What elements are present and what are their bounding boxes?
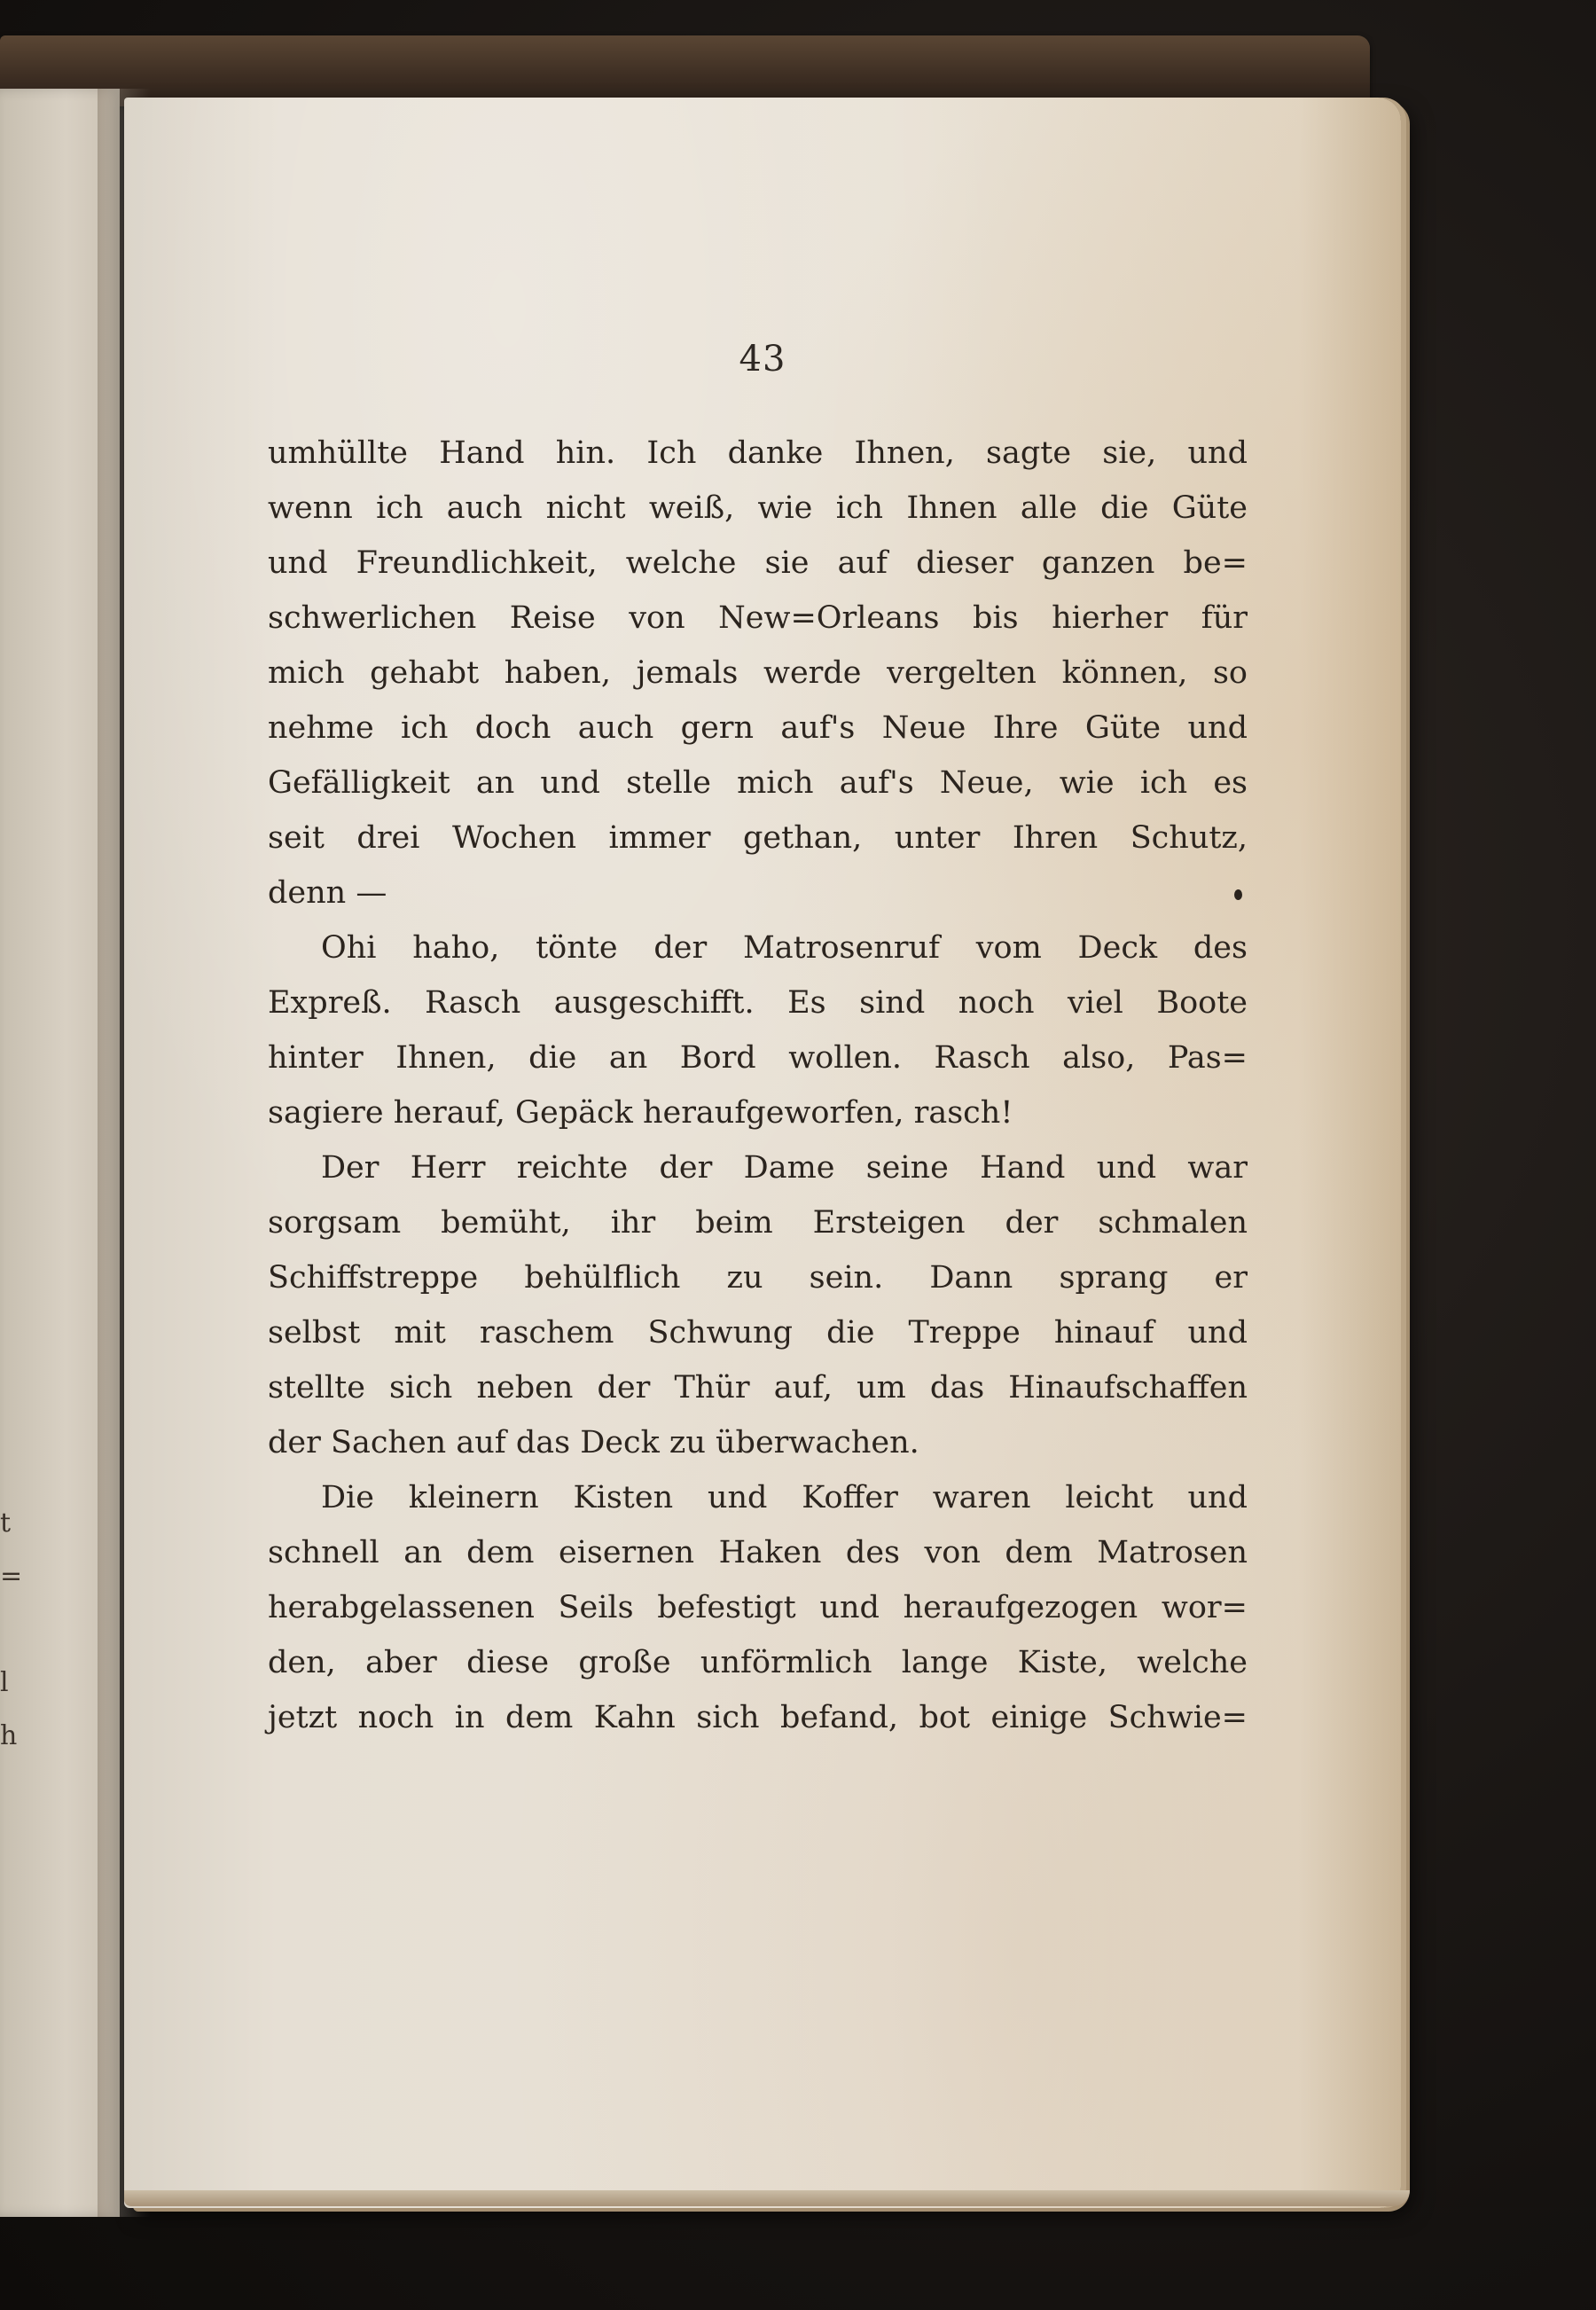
text-line: Gefälligkeit an und stelle mich auf's Neue, wie ich es	[268, 765, 1248, 801]
text-line: schnell an dem eisernen Haken des von dem Matrosen	[268, 1535, 1248, 1570]
previous-page-fragment: =	[0, 1561, 23, 1592]
book-page	[124, 98, 1401, 2208]
text-line: seit drei Wochen immer gethan, unter Ihren Schutz,	[268, 820, 1248, 856]
previous-page-fragment: t	[0, 1507, 12, 1539]
text-line: Schiffstreppe behülflich zu sein. Dann sprang er	[268, 1260, 1248, 1296]
text-line: Expreß. Rasch ausgeschifft. Es sind noch viel Boote	[268, 985, 1248, 1021]
page-bottom-edge	[124, 2190, 1410, 2206]
previous-page-fragment: h	[0, 1720, 18, 1751]
text-line: denn —	[268, 875, 387, 911]
text-line: umhüllte Hand hin. Ich danke Ihnen, sagte sie, und	[268, 435, 1248, 471]
text-line: Die kleinern Kisten und Koffer waren leicht und	[321, 1480, 1248, 1515]
page-number: 43	[739, 339, 786, 380]
text-line: selbst mit raschem Schwung die Treppe hinauf und	[268, 1315, 1248, 1351]
text-line: jetzt noch in dem Kahn sich befand, bot einige Schwie=	[268, 1700, 1248, 1735]
text-line: hinter Ihnen, die an Bord wollen. Rasch also, Pas=	[268, 1040, 1248, 1076]
text-line: wenn ich auch nicht weiß, wie ich Ihnen alle die Güte	[268, 490, 1248, 526]
text-line: herabgelassenen Seils befestigt und heraufgezogen wor=	[268, 1590, 1248, 1625]
ink-speck	[1234, 889, 1242, 900]
text-line: mich gehabt haben, jemals werde vergelten können, so	[268, 655, 1248, 691]
text-line: der Sachen auf das Deck zu überwachen.	[268, 1425, 919, 1460]
text-line: stellte sich neben der Thür auf, um das Hinaufschaffen	[268, 1370, 1248, 1406]
text-line: nehme ich doch auch gern auf's Neue Ihre Güte und	[268, 710, 1248, 746]
text-line: und Freundlichkeit, welche sie auf dieser ganzen be=	[268, 545, 1248, 581]
book-binding-edge	[0, 35, 1370, 106]
text-line: Ohi haho, tönte der Matrosenruf vom Deck des	[321, 930, 1248, 966]
previous-page-fragment: l	[0, 1667, 9, 1698]
text-line: den, aber diese große unförmlich lange Kiste, welche	[268, 1645, 1248, 1680]
page-text	[268, 426, 1248, 1745]
text-line: sagiere herauf, Gepäck heraufgeworfen, rasch!	[268, 1095, 1013, 1131]
text-line: sorgsam bemüht, ihr beim Ersteigen der schmalen	[268, 1205, 1248, 1241]
text-line: schwerlichen Reise von New=Orleans bis hierher für	[268, 600, 1248, 636]
text-line: Der Herr reichte der Dame seine Hand und war	[321, 1150, 1248, 1186]
